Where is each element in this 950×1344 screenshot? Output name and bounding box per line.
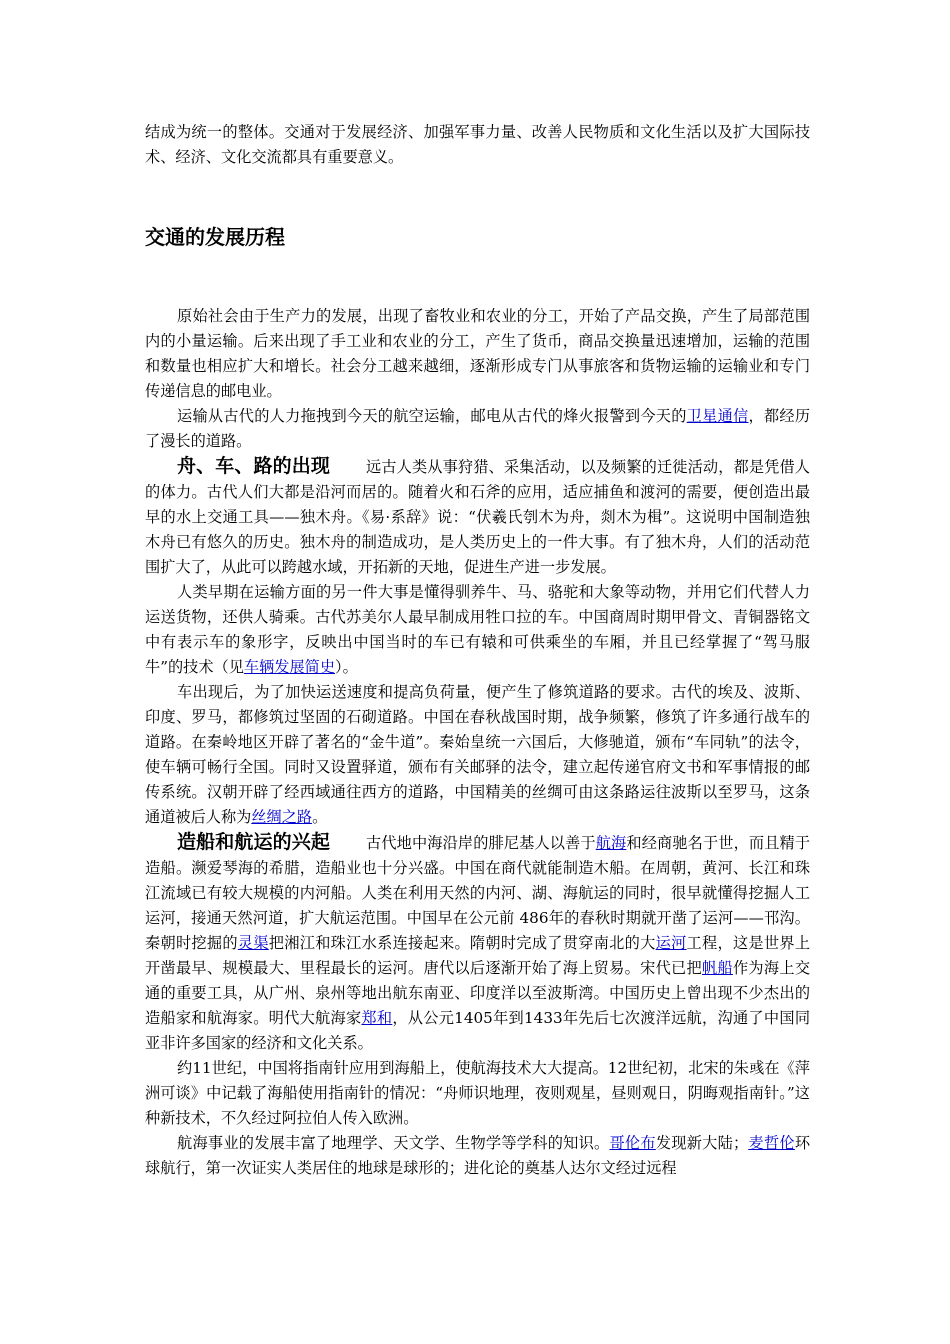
text: 作为海上交通的重要工具，从广州、泉州等地出航东南亚、印度洋以至波斯湾。中国历史上曾出现不少杰出的造船家和航海家。明代大航海家 — [145, 959, 811, 1027]
link-magellan[interactable]: 麦哲伦 — [748, 1134, 795, 1152]
text: ，从公元1405年到1433年先后七次渡洋远航，沟通了中国同亚非许多国家的经济和文化关系。 — [145, 1009, 810, 1052]
text: 古代地中海沿岸的腓尼基人以善于 — [366, 834, 596, 852]
intro-paragraph: 结成为统一的整体。交通对于发展经济、加强军事力量、改善人民物质和文化生活以及扩大国际技术、经济、文化交流都具有重要意义。 — [145, 123, 810, 166]
link-silk-road[interactable]: 丝绸之路 — [251, 808, 313, 826]
paragraph-compass: 约11世纪，中国将指南针应用到海船上，使航海技术大大提高。12世纪初，北宋的朱彧在《萍洲可谈》中记载了海船使用指南针的情况：“舟师识地理，夜则观星，昼则观日，阴晦观指南针。”这种新技术，不久经过阿拉伯人传入欧洲。 — [145, 1059, 810, 1127]
text: 环球航行，第一次证实人类居住的地球是球形的；进化论的奠基人达尔文经过远程 — [145, 1134, 811, 1177]
paragraph-roads — [145, 680, 810, 830]
paragraph-animals-carts — [145, 580, 810, 680]
text: 和经商驰名于世，而且精于造船。濒爱琴海的希腊，造船业也十分兴盛。中国在商代就能制造木船。在周朝，黄河、长江和珠江流域已有较大规模的内河船。人类在利用天然的内河、湖、海航运的同时，很早就懂得挖掘人工运河，接通天然河道，扩大航运范围。中国早在公元前 486年的春秋时期就开凿了运河——邗沟。秦朝时挖掘的 — [145, 834, 811, 952]
text: 人类早期在运输方面的另一件大事是懂得驯养牛、马、骆驼和大象等动物，并用它们代替人力运送货物，还供人骑乘。古代苏美尔人最早制成用牲口拉的车。中国商周时期甲骨文、青铜器铭文中有表示车的象形字，反映出中国当时的车已有辕和可供乘坐的车厢，并且已经掌握了“驾马服牛”的技术（见 — [145, 583, 810, 676]
text: ，都经历了漫长的道路。 — [145, 407, 811, 450]
text: 远古人类从事狩猎、采集活动，以及频繁的迁徙活动，都是凭借人的体力。古代人们大都是沿河而居的。随着火和石斧的应用，适应捕鱼和渡河的需要，便创造出最早的水上交通工具——独木舟。《易·系辞》说：“伏羲氏刳木为舟，剡木为楫”。这说明中国制造独木舟已有悠久的历史。独木舟的制造成功，是人类历史上的一件大事。有了独木舟，人们的活动范围扩大了，从此可以跨越水域，开拓新的天地，促进生产进一步发展。 — [145, 458, 810, 576]
text: 把湘江和珠江水系连接起来。隋朝时完成了贯穿南北的大 — [268, 934, 656, 952]
subsection-title-boat-cart-road: 舟、车、路的出现 — [177, 455, 331, 477]
link-satellite-communication[interactable]: 卫星通信 — [686, 407, 749, 425]
paragraph-primitive-transport: 原始社会由于生产力的发展，出现了畜牧业和农业的分工，开始了产品交换，产生了局部范围内的小量运输。后来出现了手工业和农业的分工，产生了货币，商品交换量迅速增加，运输的范围和数量也相应扩大和增长。社会分工越来越细，逐渐形成专门从事旅客和货物运输的运输业和专门传递信息的邮电业。 — [145, 307, 810, 400]
paragraph-boat-cart-road — [145, 454, 810, 580]
link-vehicle-history[interactable]: 车辆发展简史 — [243, 658, 336, 676]
text: ）。 — [335, 658, 358, 676]
text: 。 — [312, 808, 328, 826]
text: 运输从古代的人力拖拽到今天的航空运输，邮电从古代的烽火报警到今天的 — [177, 407, 687, 425]
text: 航海事业的发展丰富了地理学、天文学、生物学等学科的知识。 — [177, 1134, 610, 1152]
subsection-title-shipbuilding: 造船和航运的兴起 — [177, 831, 331, 853]
section-title: 交通的发展历程 — [145, 225, 285, 249]
document-page — [145, 120, 810, 1181]
text: 工程，这是世界上开凿最早、规模最大、里程最长的运河。唐代以后逐渐开始了海上贸易。宋代已把 — [145, 934, 811, 977]
paragraph-navigation-science — [145, 1131, 810, 1181]
link-lingqu[interactable]: 灵渠 — [237, 934, 269, 952]
link-columbus[interactable]: 哥伦布 — [609, 1134, 656, 1152]
link-sailing-ship[interactable]: 帆船 — [701, 959, 733, 977]
paragraph-shipbuilding — [145, 830, 810, 1056]
text: 车出现后，为了加快运送速度和提高负荷量，便产生了修筑道路的要求。古代的埃及、波斯、印度、罗马，都修筑过坚固的石砌道路。中国在春秋战国时期，战争频繁，修筑了许多通行战车的道路。在秦岭地区开辟了著名的“金牛道”。秦始皇统一六国后，大修驰道，颁布“车同轨”的法令，使车辆可畅行全国。同时又设置驿道，颁布有关邮驿的法令，建立起传递官府文书和军事情报的邮传系统。汉朝开辟了经西域通往西方的道路，中国精美的丝绸可由这条路运往波斯以至罗马，这条通道被后人称为 — [145, 683, 810, 826]
text: 发现新大陆； — [655, 1134, 749, 1152]
link-canal[interactable]: 运河 — [655, 934, 687, 952]
link-navigation[interactable]: 航海 — [595, 834, 627, 852]
link-zheng-he[interactable]: 郑和 — [361, 1009, 393, 1027]
paragraph-long-road — [145, 404, 810, 454]
